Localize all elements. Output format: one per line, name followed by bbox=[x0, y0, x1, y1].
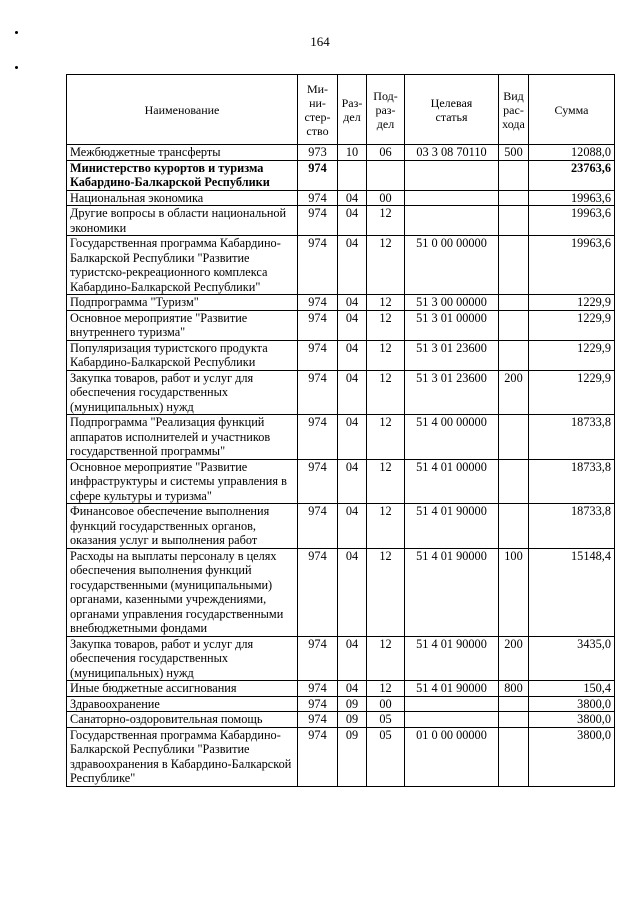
cell-subsection: 00 bbox=[367, 190, 405, 206]
cell-subsection: 12 bbox=[367, 310, 405, 340]
cell-ministry: 974 bbox=[298, 712, 338, 728]
cell-target: 51 3 00 00000 bbox=[405, 295, 499, 311]
cell-section: 10 bbox=[338, 145, 367, 161]
cell-ministry: 974 bbox=[298, 504, 338, 549]
budget-table bbox=[66, 74, 615, 787]
cell-ministry: 974 bbox=[298, 727, 338, 786]
table-row bbox=[67, 310, 615, 340]
cell-target: 51 4 01 90000 bbox=[405, 681, 499, 697]
cell-sum: 3800,0 bbox=[529, 727, 615, 786]
cell-sum: 18733,8 bbox=[529, 504, 615, 549]
cell-sum: 12088,0 bbox=[529, 145, 615, 161]
header-target-label: Целевая статья bbox=[430, 95, 473, 124]
table-row bbox=[67, 459, 615, 504]
cell-exp-type bbox=[499, 712, 529, 728]
cell-target: 51 3 01 23600 bbox=[405, 370, 499, 415]
cell-ministry: 974 bbox=[298, 548, 338, 636]
cell-section: 09 bbox=[338, 696, 367, 712]
cell-sum: 1229,9 bbox=[529, 295, 615, 311]
cell-sum: 15148,4 bbox=[529, 548, 615, 636]
cell-name: Расходы на выплаты персоналу в целях обеспечения выполнения функций государственными (муниципальными) органами, казенными учреждениями, органами управления государственными внебюджетными фондами bbox=[67, 548, 298, 636]
cell-subsection: 12 bbox=[367, 636, 405, 681]
cell-exp-type bbox=[499, 310, 529, 340]
cell-target bbox=[405, 696, 499, 712]
cell-name: Основное мероприятие "Развитие инфраструктуры и системы управления в сфере культуры и туризма" bbox=[67, 459, 298, 504]
cell-exp-type: 100 bbox=[499, 548, 529, 636]
cell-sum: 1229,9 bbox=[529, 370, 615, 415]
table-row bbox=[67, 696, 615, 712]
header-sum bbox=[529, 75, 615, 145]
cell-name: Финансовое обеспечение выполнения функций государственных органов, оказания услуг и выполнения работ bbox=[67, 504, 298, 549]
page-number: 164 bbox=[310, 34, 330, 49]
cell-ministry: 974 bbox=[298, 636, 338, 681]
table-header-row bbox=[67, 75, 615, 145]
cell-subsection: 12 bbox=[367, 459, 405, 504]
table-row bbox=[67, 727, 615, 786]
table-row bbox=[67, 190, 615, 206]
table-row bbox=[67, 548, 615, 636]
scan-speck bbox=[15, 66, 18, 69]
cell-sum: 18733,8 bbox=[529, 415, 615, 460]
header-name-label: Наименование bbox=[144, 102, 220, 117]
cell-exp-type bbox=[499, 236, 529, 295]
cell-subsection: 05 bbox=[367, 712, 405, 728]
cell-sum: 19963,6 bbox=[529, 190, 615, 206]
cell-name: Популяризация туристского продукта Кабардино-Балкарской Республики bbox=[67, 340, 298, 370]
table-row bbox=[67, 236, 615, 295]
table-row bbox=[67, 415, 615, 460]
header-subsection-label: Под- раз- дел bbox=[373, 88, 398, 131]
cell-name: Национальная экономика bbox=[67, 190, 298, 206]
cell-section: 04 bbox=[338, 370, 367, 415]
cell-exp-type bbox=[499, 415, 529, 460]
cell-name: Подпрограмма "Реализация функций аппаратов исполнителей и участников государственной программы" bbox=[67, 415, 298, 460]
cell-target: 51 0 00 00000 bbox=[405, 236, 499, 295]
cell-target: 51 3 01 23600 bbox=[405, 340, 499, 370]
cell-exp-type: 200 bbox=[499, 636, 529, 681]
cell-section: 04 bbox=[338, 504, 367, 549]
table-row bbox=[67, 504, 615, 549]
cell-target bbox=[405, 190, 499, 206]
cell-sum: 1229,9 bbox=[529, 310, 615, 340]
cell-exp-type bbox=[499, 727, 529, 786]
cell-section: 04 bbox=[338, 548, 367, 636]
cell-exp-type bbox=[499, 295, 529, 311]
cell-ministry: 974 bbox=[298, 295, 338, 311]
cell-subsection: 05 bbox=[367, 727, 405, 786]
cell-ministry: 974 bbox=[298, 160, 338, 190]
cell-subsection: 06 bbox=[367, 145, 405, 161]
cell-target: 51 4 00 00000 bbox=[405, 415, 499, 460]
cell-sum: 1229,9 bbox=[529, 340, 615, 370]
cell-ministry: 973 bbox=[298, 145, 338, 161]
cell-subsection: 12 bbox=[367, 206, 405, 236]
cell-name: Межбюджетные трансферты bbox=[67, 145, 298, 161]
cell-name: Другие вопросы в области национальной экономики bbox=[67, 206, 298, 236]
cell-section: 04 bbox=[338, 310, 367, 340]
cell-ministry: 974 bbox=[298, 696, 338, 712]
cell-section: 04 bbox=[338, 340, 367, 370]
cell-exp-type bbox=[499, 206, 529, 236]
cell-target: 03 3 08 70110 bbox=[405, 145, 499, 161]
cell-name: Здравоохранение bbox=[67, 696, 298, 712]
cell-name: Министерство курортов и туризма Кабардино-Балкарской Республики bbox=[67, 160, 298, 190]
cell-sum: 3800,0 bbox=[529, 712, 615, 728]
cell-exp-type bbox=[499, 340, 529, 370]
cell-ministry: 974 bbox=[298, 681, 338, 697]
cell-section: 04 bbox=[338, 206, 367, 236]
cell-sum: 3800,0 bbox=[529, 696, 615, 712]
cell-ministry: 974 bbox=[298, 236, 338, 295]
cell-section: 09 bbox=[338, 712, 367, 728]
header-subsection bbox=[367, 75, 405, 145]
cell-subsection: 12 bbox=[367, 415, 405, 460]
cell-section: 09 bbox=[338, 727, 367, 786]
cell-sum: 18733,8 bbox=[529, 459, 615, 504]
cell-ministry: 974 bbox=[298, 190, 338, 206]
table-row bbox=[67, 145, 615, 161]
cell-subsection: 12 bbox=[367, 681, 405, 697]
cell-subsection: 12 bbox=[367, 236, 405, 295]
table-row bbox=[67, 160, 615, 190]
cell-subsection: 12 bbox=[367, 340, 405, 370]
cell-name: Государственная программа Кабардино-Балкарской Республики "Развитие туристско-рекреационного комплекса Кабардино-Балкарской Республики" bbox=[67, 236, 298, 295]
cell-exp-type: 500 bbox=[499, 145, 529, 161]
cell-name: Санаторно-оздоровительная помощь bbox=[67, 712, 298, 728]
table-row bbox=[67, 295, 615, 311]
cell-target bbox=[405, 160, 499, 190]
header-section bbox=[338, 75, 367, 145]
cell-section bbox=[338, 160, 367, 190]
cell-subsection: 12 bbox=[367, 370, 405, 415]
cell-subsection bbox=[367, 160, 405, 190]
table-row bbox=[67, 340, 615, 370]
table-row bbox=[67, 636, 615, 681]
cell-target: 51 3 01 00000 bbox=[405, 310, 499, 340]
header-exp-type bbox=[499, 75, 529, 145]
cell-target: 51 4 01 90000 bbox=[405, 636, 499, 681]
cell-name: Подпрограмма "Туризм" bbox=[67, 295, 298, 311]
cell-target bbox=[405, 712, 499, 728]
cell-target: 51 4 01 00000 bbox=[405, 459, 499, 504]
header-ministry bbox=[298, 75, 338, 145]
cell-ministry: 974 bbox=[298, 340, 338, 370]
cell-exp-type: 200 bbox=[499, 370, 529, 415]
cell-name: Государственная программа Кабардино-Балкарской Республики "Развитие здравоохранения в Кабардино-Балкарской Республике" bbox=[67, 727, 298, 786]
cell-sum: 150,4 bbox=[529, 681, 615, 697]
cell-section: 04 bbox=[338, 681, 367, 697]
cell-exp-type bbox=[499, 696, 529, 712]
cell-ministry: 974 bbox=[298, 415, 338, 460]
table-row bbox=[67, 712, 615, 728]
cell-section: 04 bbox=[338, 236, 367, 295]
cell-name: Основное мероприятие "Развитие внутреннего туризма" bbox=[67, 310, 298, 340]
cell-section: 04 bbox=[338, 415, 367, 460]
cell-target: 51 4 01 90000 bbox=[405, 504, 499, 549]
cell-subsection: 12 bbox=[367, 295, 405, 311]
table-row bbox=[67, 370, 615, 415]
cell-section: 04 bbox=[338, 636, 367, 681]
cell-sum: 19963,6 bbox=[529, 236, 615, 295]
header-exp-type-label: Вид рас- хода bbox=[502, 88, 525, 131]
header-ministry-label: Ми- ни- стер- ство bbox=[304, 81, 331, 138]
cell-exp-type bbox=[499, 504, 529, 549]
cell-section: 04 bbox=[338, 295, 367, 311]
cell-subsection: 12 bbox=[367, 548, 405, 636]
cell-subsection: 00 bbox=[367, 696, 405, 712]
header-sum-label: Сумма bbox=[554, 102, 589, 117]
cell-name: Закупка товаров, работ и услуг для обеспечения государственных (муниципальных) нужд bbox=[67, 636, 298, 681]
cell-subsection: 12 bbox=[367, 504, 405, 549]
header-section-label: Раз- дел bbox=[341, 95, 363, 124]
cell-exp-type bbox=[499, 459, 529, 504]
table-row bbox=[67, 681, 615, 697]
cell-exp-type bbox=[499, 190, 529, 206]
header-target bbox=[405, 75, 499, 145]
cell-sum: 3435,0 bbox=[529, 636, 615, 681]
cell-exp-type: 800 bbox=[499, 681, 529, 697]
cell-sum: 19963,6 bbox=[529, 206, 615, 236]
cell-section: 04 bbox=[338, 459, 367, 504]
cell-ministry: 974 bbox=[298, 370, 338, 415]
cell-ministry: 974 bbox=[298, 206, 338, 236]
cell-ministry: 974 bbox=[298, 459, 338, 504]
cell-exp-type bbox=[499, 160, 529, 190]
table-row bbox=[67, 206, 615, 236]
cell-target bbox=[405, 206, 499, 236]
cell-sum: 23763,6 bbox=[529, 160, 615, 190]
cell-ministry: 974 bbox=[298, 310, 338, 340]
cell-name: Закупка товаров, работ и услуг для обеспечения государственных (муниципальных) нужд bbox=[67, 370, 298, 415]
cell-name: Иные бюджетные ассигнования bbox=[67, 681, 298, 697]
cell-target: 01 0 00 00000 bbox=[405, 727, 499, 786]
cell-section: 04 bbox=[338, 190, 367, 206]
cell-target: 51 4 01 90000 bbox=[405, 548, 499, 636]
header-name bbox=[67, 75, 298, 145]
